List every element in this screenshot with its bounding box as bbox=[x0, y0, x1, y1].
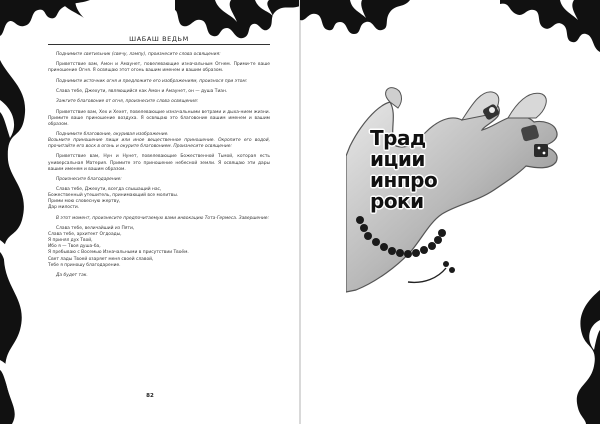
chapter-title-line: инпро bbox=[370, 168, 438, 192]
verse: Слава тебе, величайший из Пяти, Слава тебе, архитект Огдоады, Я принял дух Твой, Ибо я — Твоя душа-ба, Я пребываю с Восемью Изначальными в присутствии Твоём. Свет лады Твоей озаряет меня своей славой, Тебе я приношу благодарение. bbox=[48, 226, 189, 268]
chapter-title bbox=[370, 128, 437, 212]
chapter-title-line: роки bbox=[370, 189, 424, 213]
paragraph: Слава тебе, Джехути, являющийся как Амон и Амаунет, он — душа Тиан. bbox=[56, 88, 228, 94]
paragraph: Да будет так. bbox=[56, 272, 88, 278]
chapter-title-line: Трад bbox=[370, 126, 426, 150]
paragraph: Приветствие вам, Нун и Нунет, повелевающие Божественной Тьмой, которая есть универсальная Материя. Примите это приношение небесной земли. Я освящаю эти дары вашим именем и вашим образом. bbox=[48, 154, 270, 172]
tribal-ornament-right-side bbox=[562, 290, 600, 424]
running-header: ШАБАШ ВЕДЬМ bbox=[129, 35, 189, 43]
paragraph: Приветствие вам, Амон и Амаунет, повелевающие изначальным Огнем. Прими-те ваше приношение Огня. Я освящаю этот огонь вашим именем и вашим образом. bbox=[48, 62, 270, 74]
tribal-ornament-top-middle bbox=[300, 0, 410, 36]
paragraph: Поднимите источник огня и предложите его изображениям, произнося при этом: bbox=[56, 78, 248, 84]
chapter-title-line: иции bbox=[370, 147, 425, 171]
tribal-ornament-top-center bbox=[175, 0, 300, 40]
page-number: 82 bbox=[146, 393, 154, 399]
paragraph: В этот момент, произнесите предпочитаемую вами инвокацию Тота-Гермеса. Завершение: bbox=[56, 215, 269, 221]
paragraph: Поднимите благовоние, окуривая изображение. bbox=[56, 131, 169, 137]
tribal-ornament-top-left bbox=[0, 0, 90, 40]
paragraph: Поднимите светильник (свечу, лампу), произнесите слова освящения: bbox=[56, 52, 221, 57]
verse: Слава тебе, Джехути, всегда слышащий нас, Божественный утешитель, принимающий все молитвы. Прими мою словесную жертву, Дар милости. bbox=[48, 187, 179, 211]
body-text bbox=[48, 52, 270, 283]
tribal-ornament-top-right bbox=[500, 0, 600, 52]
paragraph: Произнесите благодарение: bbox=[56, 176, 122, 182]
header-rule bbox=[48, 44, 270, 45]
paragraph: Зажгите благовоние от огня, произнесите слова освящения: bbox=[56, 99, 199, 105]
paragraph: Приветствие вам, Хех и Хехет, повелевающие изначальными ветрами и дыха-нием жизни. Примите ваше приношение воздуха. Я освящаю это благовоние вашим именем и вашим образом. bbox=[48, 109, 270, 127]
paragraph: Возьмите приношение пищи или иное вещественное приношение. Окропите его водой, прочитайте его воск в огонь и окурите благовонием. Произнесите освящение: bbox=[48, 138, 270, 150]
tribal-ornament-left-side bbox=[0, 60, 40, 424]
